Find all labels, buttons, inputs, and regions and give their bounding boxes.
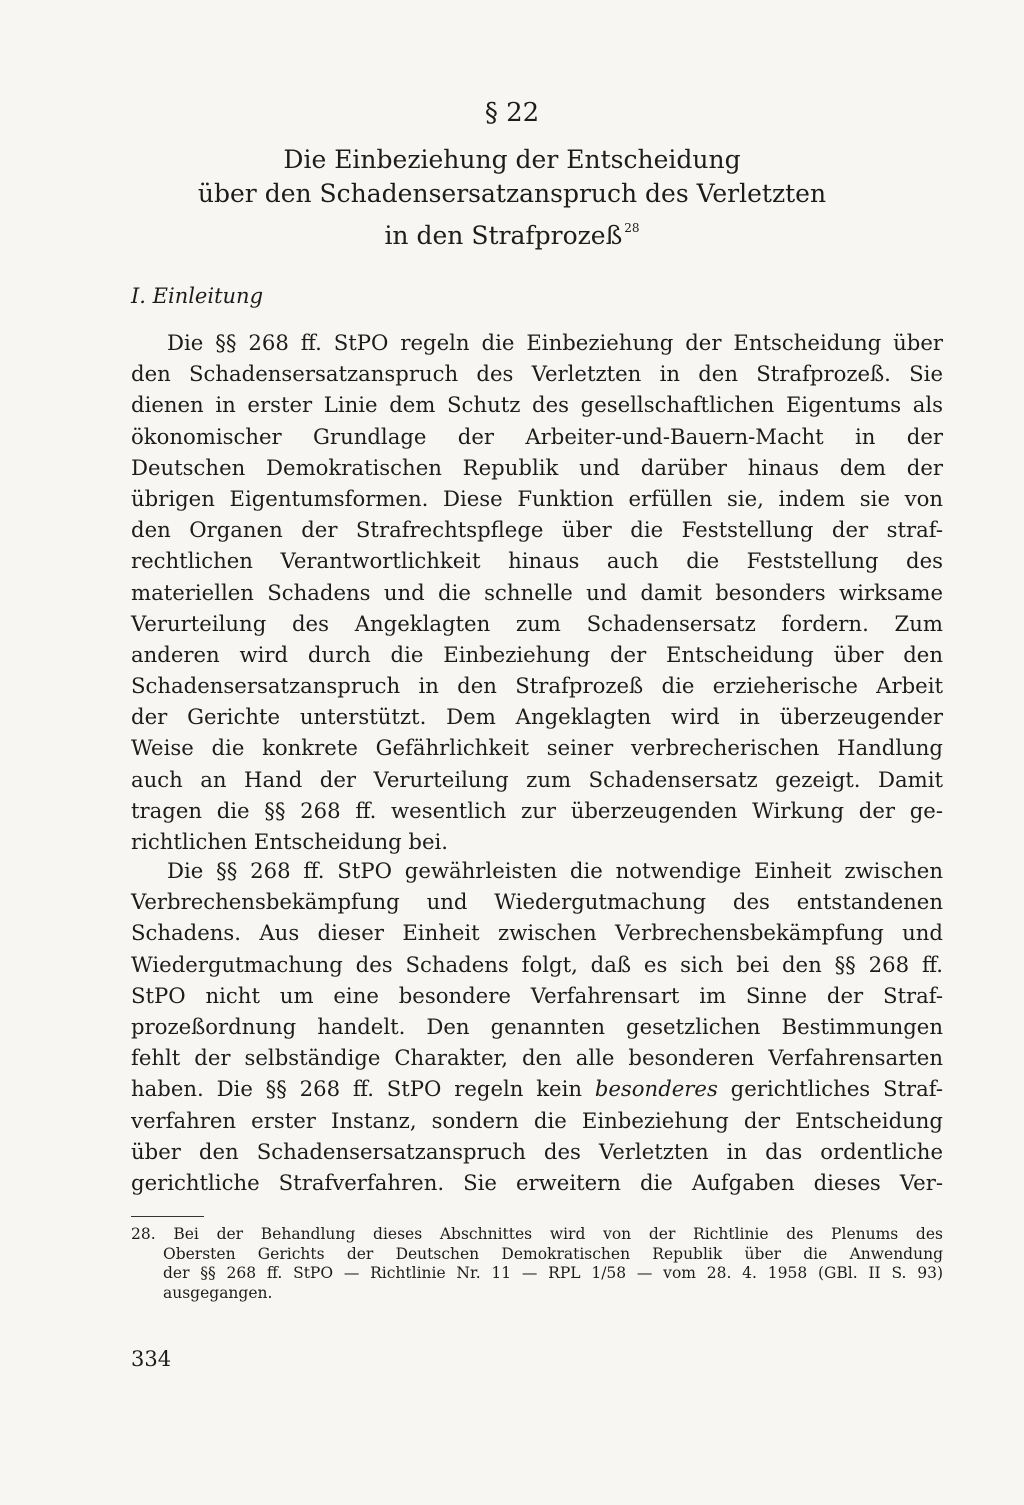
section-heading bbox=[0, 143, 1024, 253]
text-line: anderen wird durch die Einbeziehung der Entscheidung über den bbox=[131, 641, 943, 667]
heading-line: über den Schadensersatzanspruch des Verletzten bbox=[197, 179, 827, 208]
footnote-number: 28. bbox=[131, 1225, 156, 1243]
heading-line-text: in den Strafprozeß bbox=[384, 221, 623, 250]
text-line: Verbrechensbekämpfung und Wiedergutmachung des entstandenen bbox=[131, 889, 943, 915]
text-line: materiellen Schadens und die schnelle und damit besonders wirksame bbox=[131, 579, 943, 605]
text-line: den Schadensersatzanspruch des Verletzten in den Strafprozeß. Sie bbox=[131, 361, 943, 387]
footnote bbox=[131, 1225, 943, 1303]
text-line: der Gerichte unterstützt. Dem Angeklagten wird in überzeugender bbox=[131, 704, 943, 730]
text-line: richtlichen Entscheidung bei. bbox=[131, 829, 449, 854]
text-line: StPO nicht um eine besondere Verfahrensart im Sinne der Straf- bbox=[131, 982, 943, 1008]
text-segment: haben. Die §§ 268 ff. StPO regeln kein bbox=[131, 1076, 595, 1102]
text-line: Verurteilung des Angeklagten zum Schadensersatz fordern. Zum bbox=[131, 610, 943, 636]
text-line: dienen in erster Linie dem Schutz des gesellschaftlichen Eigentums als bbox=[131, 392, 943, 418]
text-line: Schadens. Aus dieser Einheit zwischen Verbrechensbekämpfung und bbox=[131, 920, 943, 946]
text-line: auch an Hand der Verurteilung zum Schadensersatz gezeigt. Damit bbox=[131, 766, 943, 792]
text-line: Wiedergutmachung des Schadens folgt, daß es sich bei den §§ 268 ff. bbox=[131, 951, 943, 977]
text-line: Deutschen Demokratischen Republik und darüber hinaus dem der bbox=[131, 454, 943, 480]
footnote-line bbox=[131, 1225, 943, 1245]
text-line: Die §§ 268 ff. StPO regeln die Einbeziehung der Entscheidung über bbox=[167, 330, 943, 355]
text-line: den Organen der Strafrechtspflege über die Feststellung der straf- bbox=[131, 517, 943, 543]
text-line: Schadensersatzanspruch in den Strafprozeß die erzieherische Arbeit bbox=[131, 673, 943, 699]
text-segment: gerichtliches Straf- bbox=[717, 1076, 943, 1102]
text-line: Die §§ 268 ff. StPO gewährleisten die notwendige Einheit zwischen bbox=[167, 858, 943, 883]
text-line: tragen die §§ 268 ff. wesentlich zur überzeugenden Wirkung der ge- bbox=[131, 797, 943, 823]
text-line: Weise die konkrete Gefährlichkeit seiner verbrecherischen Handlung bbox=[131, 735, 943, 761]
page-number: 334 bbox=[131, 1347, 172, 1371]
text-line: fehlt der selbständige Charakter, den alle besonderen Verfahrensarten bbox=[131, 1045, 943, 1071]
text-line: prozeßordnung handelt. Den genannten gesetzlichen Bestimmungen bbox=[131, 1013, 943, 1039]
text-line-with-emphasis bbox=[131, 1073, 943, 1104]
paragraph-2 bbox=[131, 855, 943, 1198]
footnote-line: der §§ 268 ff. StPO — Richtlinie Nr. 11 — RPL 1/58 — vom 28. 4. 1958 (GBl. II S. 93) bbox=[163, 1264, 943, 1282]
text-line: verfahren erster Instanz, sondern die Einbeziehung der Entscheidung bbox=[131, 1107, 943, 1133]
footnote-reference[interactable]: 28 bbox=[624, 221, 640, 235]
footnote-divider bbox=[131, 1216, 204, 1217]
text-line: übrigen Eigentumsformen. Diese Funktion erfüllen sie, indem sie von bbox=[131, 485, 943, 511]
heading-line-last bbox=[0, 211, 1024, 253]
footnote-line: Obersten Gerichts der Deutschen Demokratischen Republik über die Anwendung bbox=[163, 1244, 943, 1263]
heading-line: Die Einbeziehung der Entscheidung bbox=[283, 145, 741, 174]
emphasized-word: besonderes bbox=[594, 1076, 718, 1102]
text-line: gerichtliche Strafverfahren. Sie erweitern die Aufgaben dieses Ver- bbox=[131, 1169, 943, 1195]
text-line: über den Schadensersatzanspruch des Verletzten in das ordentliche bbox=[131, 1138, 943, 1164]
footnote-line: ausgegangen. bbox=[163, 1283, 273, 1302]
footnote-text: Bei der Behandlung dieses Abschnittes wird von der Richtlinie des Plenums des bbox=[173, 1225, 943, 1243]
subsection-heading: I. Einleitung bbox=[131, 284, 264, 308]
paragraph-1 bbox=[131, 327, 943, 857]
text-line: ökonomischer Grundlage der Arbeiter-und-Bauern-Macht in der bbox=[131, 423, 943, 449]
text-line: rechtlichen Verantwortlichkeit hinaus auch die Feststellung des bbox=[131, 548, 943, 574]
section-number: § 22 bbox=[484, 98, 540, 128]
